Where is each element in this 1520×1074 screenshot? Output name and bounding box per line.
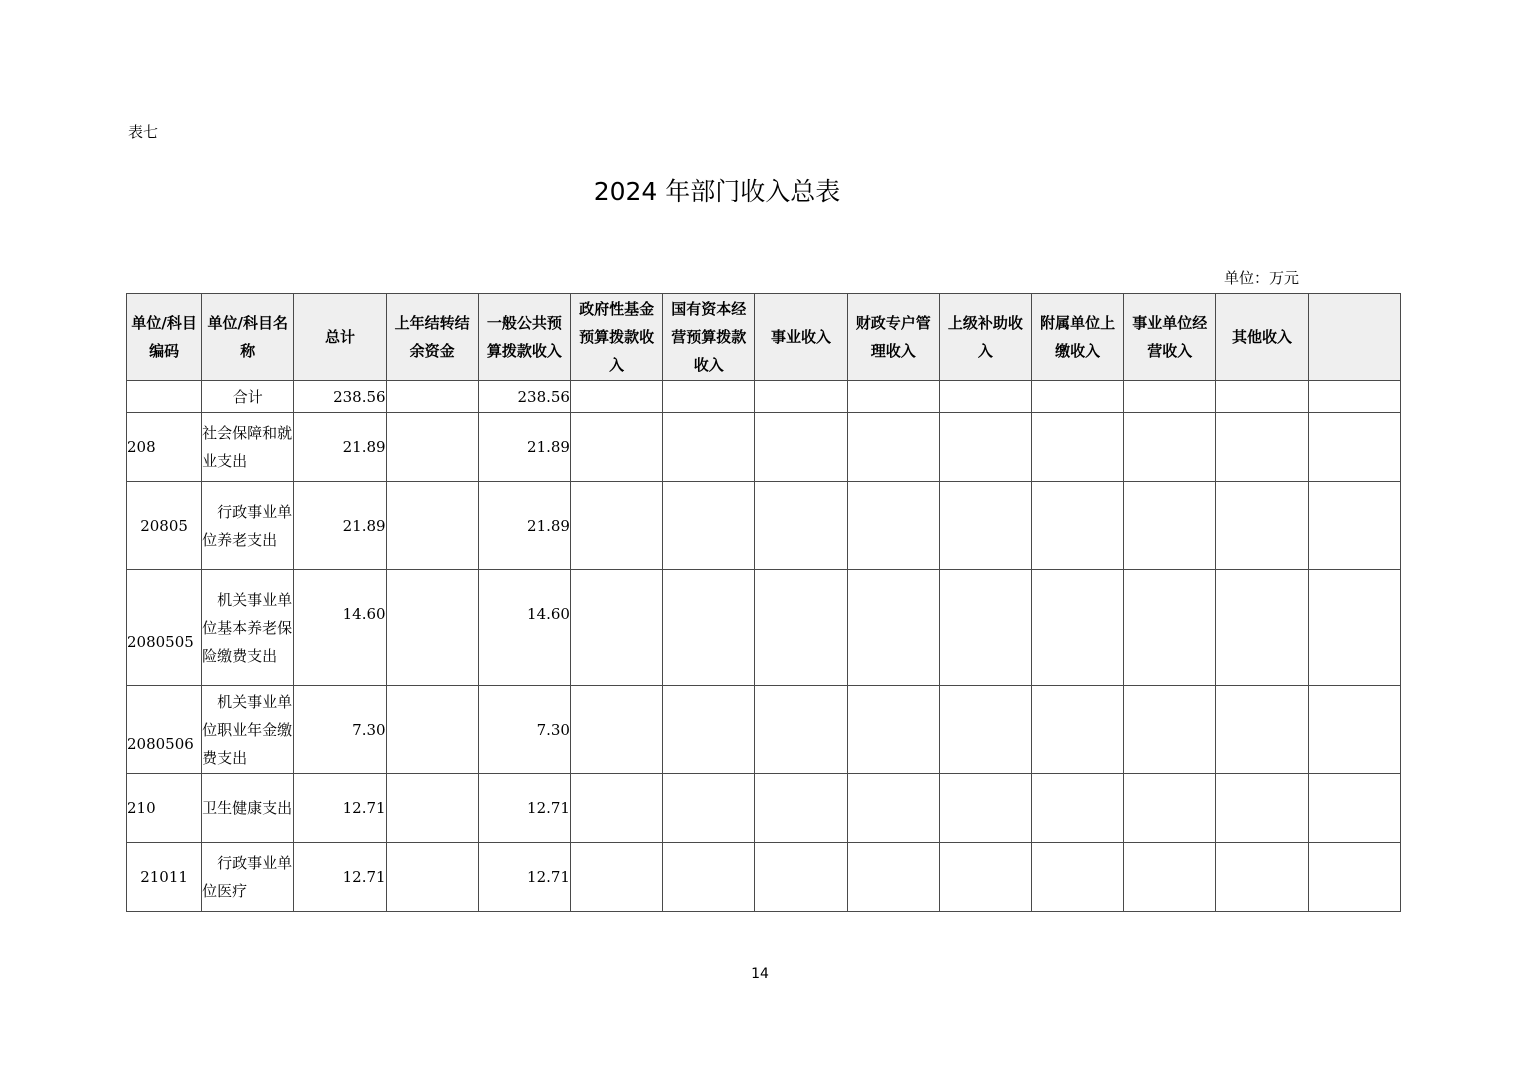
table-row: [127, 570, 1401, 686]
column-header: 附属单位上缴收入: [1032, 294, 1124, 381]
cell-operating: [1124, 413, 1216, 482]
column-header: 单位/科目名称: [202, 294, 294, 381]
table-row: [127, 843, 1401, 912]
table-row: [127, 381, 1401, 413]
column-header: [1308, 294, 1400, 381]
cell-carryover: [386, 570, 478, 686]
cell-extra: [1308, 774, 1400, 843]
cell-special-account: [847, 482, 939, 570]
cell-other: [1216, 413, 1308, 482]
cell-carryover: [386, 381, 478, 413]
cell-business: [755, 843, 847, 912]
cell-gov-fund: [570, 413, 662, 482]
column-header: 一般公共预算拨款收入: [478, 294, 570, 381]
page-title: 2024 年部门收入总表: [593, 177, 841, 206]
cell-operating: [1124, 482, 1216, 570]
cell-business: [755, 774, 847, 843]
cell-gov-fund: [570, 843, 662, 912]
column-header: 事业单位经营收入: [1124, 294, 1216, 381]
cell-superior-subsidy: [939, 482, 1031, 570]
cell-name: 合计: [202, 381, 294, 413]
cell-carryover: [386, 843, 478, 912]
cell-affiliated: [1032, 774, 1124, 843]
column-header: 国有资本经营预算拨款收入: [663, 294, 755, 381]
cell-code: 208: [127, 413, 202, 482]
table-header-row: [127, 294, 1401, 381]
cell-name: 机关事业单位基本养老保险缴费支出: [202, 570, 294, 686]
cell-special-account: [847, 381, 939, 413]
cell-superior-subsidy: [939, 381, 1031, 413]
cell-carryover: [386, 686, 478, 774]
cell-gov-fund: [570, 686, 662, 774]
cell-state-capital: [663, 686, 755, 774]
cell-code: 2080506: [127, 686, 202, 774]
cell-superior-subsidy: [939, 570, 1031, 686]
page-number: 14: [751, 966, 769, 982]
cell-affiliated: [1032, 413, 1124, 482]
table-row: [127, 686, 1401, 774]
column-header: 其他收入: [1216, 294, 1308, 381]
cell-name: 行政事业单位医疗: [202, 843, 294, 912]
cell-state-capital: [663, 413, 755, 482]
cell-code: 21011: [127, 843, 202, 912]
cell-other: [1216, 570, 1308, 686]
cell-business: [755, 381, 847, 413]
cell-affiliated: [1032, 843, 1124, 912]
cell-total: 7.30: [294, 686, 386, 774]
cell-state-capital: [663, 774, 755, 843]
cell-business: [755, 686, 847, 774]
cell-business: [755, 482, 847, 570]
cell-general-budget: 21.89: [478, 413, 570, 482]
cell-state-capital: [663, 482, 755, 570]
cell-gov-fund: [570, 482, 662, 570]
cell-carryover: [386, 482, 478, 570]
cell-special-account: [847, 843, 939, 912]
cell-superior-subsidy: [939, 774, 1031, 843]
cell-special-account: [847, 686, 939, 774]
cell-operating: [1124, 570, 1216, 686]
cell-gov-fund: [570, 381, 662, 413]
cell-other: [1216, 774, 1308, 843]
cell-superior-subsidy: [939, 686, 1031, 774]
cell-carryover: [386, 413, 478, 482]
cell-name: 行政事业单位养老支出: [202, 482, 294, 570]
cell-total: 21.89: [294, 482, 386, 570]
cell-other: [1216, 381, 1308, 413]
column-header: 单位/科目编码: [127, 294, 202, 381]
cell-extra: [1308, 843, 1400, 912]
cell-operating: [1124, 774, 1216, 843]
table-row: [127, 482, 1401, 570]
cell-gov-fund: [570, 774, 662, 843]
cell-state-capital: [663, 843, 755, 912]
cell-code: 210: [127, 774, 202, 843]
table-row: [127, 413, 1401, 482]
cell-affiliated: [1032, 686, 1124, 774]
cell-business: [755, 413, 847, 482]
cell-general-budget: 12.71: [478, 843, 570, 912]
income-summary-table: [126, 293, 1401, 912]
cell-operating: [1124, 843, 1216, 912]
column-header: 总计: [294, 294, 386, 381]
cell-state-capital: [663, 570, 755, 686]
cell-extra: [1308, 413, 1400, 482]
cell-gov-fund: [570, 570, 662, 686]
cell-special-account: [847, 774, 939, 843]
cell-code: [127, 381, 202, 413]
cell-state-capital: [663, 381, 755, 413]
cell-affiliated: [1032, 482, 1124, 570]
cell-extra: [1308, 686, 1400, 774]
table-number: 表七: [128, 123, 159, 141]
cell-other: [1216, 482, 1308, 570]
cell-superior-subsidy: [939, 843, 1031, 912]
cell-name: 机关事业单位职业年金缴费支出: [202, 686, 294, 774]
cell-total: 12.71: [294, 774, 386, 843]
cell-name: 社会保障和就业支出: [202, 413, 294, 482]
cell-carryover: [386, 774, 478, 843]
table-row: [127, 774, 1401, 843]
cell-extra: [1308, 570, 1400, 686]
cell-extra: [1308, 381, 1400, 413]
cell-operating: [1124, 686, 1216, 774]
column-header: 上级补助收入: [939, 294, 1031, 381]
cell-special-account: [847, 570, 939, 686]
cell-code: 20805: [127, 482, 202, 570]
cell-total: 238.56: [294, 381, 386, 413]
cell-total: 14.60: [294, 570, 386, 686]
cell-total: 21.89: [294, 413, 386, 482]
cell-general-budget: 21.89: [478, 482, 570, 570]
cell-name: 卫生健康支出: [202, 774, 294, 843]
column-header: 财政专户管理收入: [847, 294, 939, 381]
cell-other: [1216, 843, 1308, 912]
column-header: 事业收入: [755, 294, 847, 381]
cell-total: 12.71: [294, 843, 386, 912]
cell-code: 2080505: [127, 570, 202, 686]
column-header: 政府性基金预算拨款收入: [570, 294, 662, 381]
column-header: 上年结转结余资金: [386, 294, 478, 381]
cell-extra: [1308, 482, 1400, 570]
cell-business: [755, 570, 847, 686]
cell-general-budget: 238.56: [478, 381, 570, 413]
unit-label: 单位：万元: [1224, 269, 1300, 287]
cell-affiliated: [1032, 570, 1124, 686]
cell-general-budget: 12.71: [478, 774, 570, 843]
cell-general-budget: 7.30: [478, 686, 570, 774]
cell-special-account: [847, 413, 939, 482]
cell-general-budget: 14.60: [478, 570, 570, 686]
cell-affiliated: [1032, 381, 1124, 413]
cell-operating: [1124, 381, 1216, 413]
cell-other: [1216, 686, 1308, 774]
cell-superior-subsidy: [939, 413, 1031, 482]
